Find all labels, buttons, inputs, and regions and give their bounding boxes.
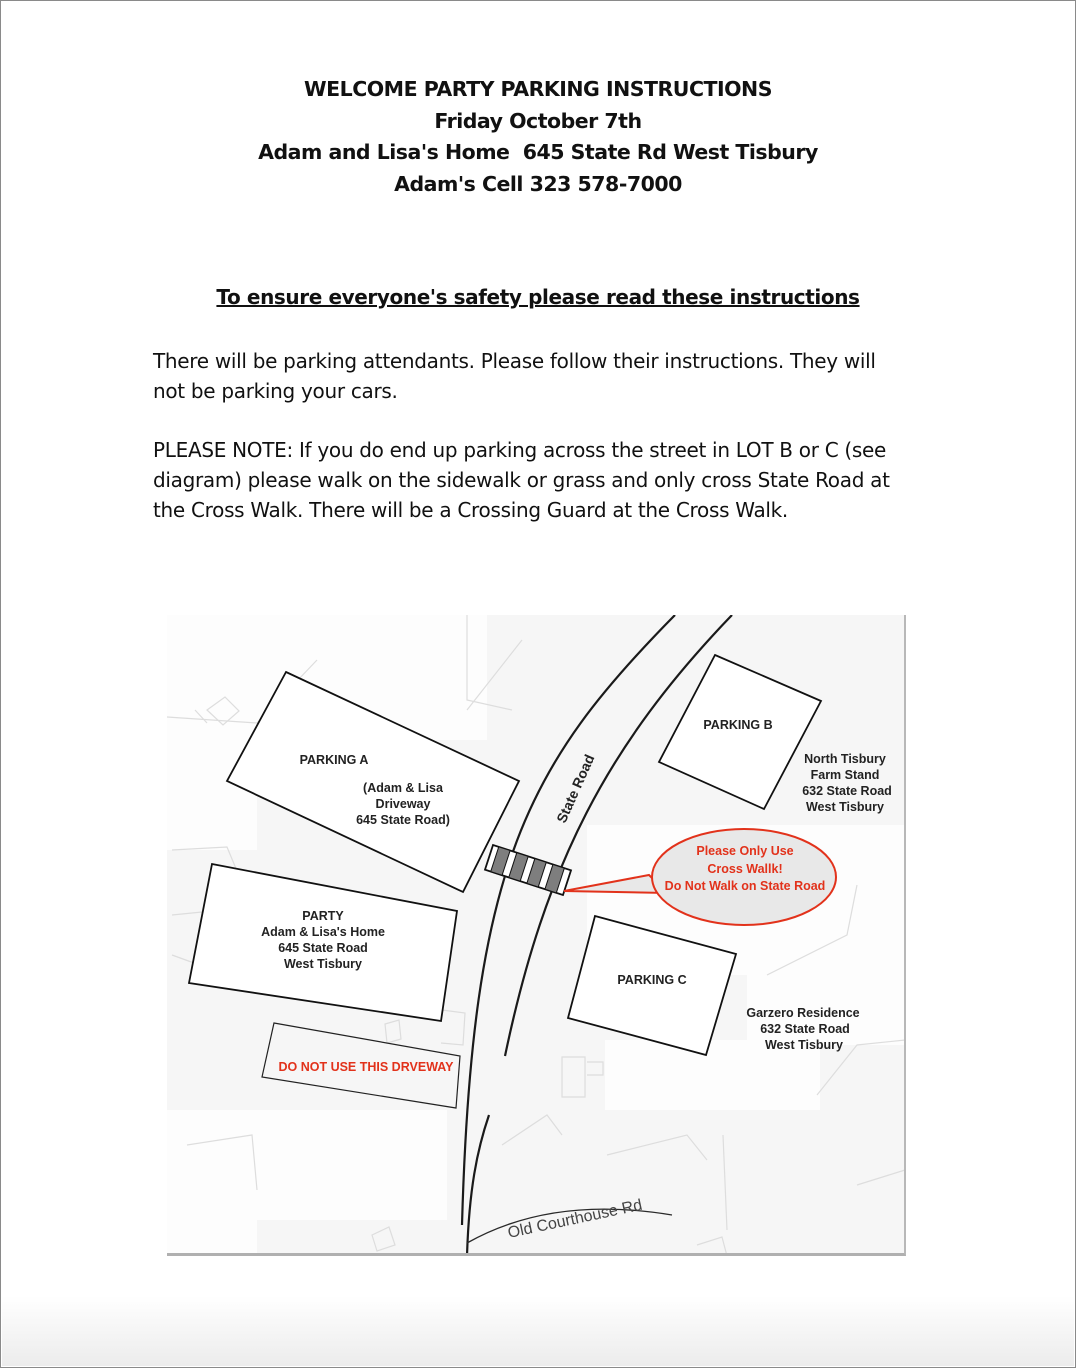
do-not-use-driveway-label: DO NOT USE THIS DRVEWAY — [278, 1060, 454, 1074]
attendants-paragraph: There will be parking attendants. Please follow their instructions. They will not be parking your cars. — [153, 349, 876, 403]
parking-a-desc-line-1: (Adam & Lisa — [363, 781, 443, 795]
callout-line-2: Cross Wallk! — [707, 862, 783, 876]
farm-stand-line-4: West Tisbury — [805, 800, 885, 814]
header-phone: Adam's Cell 323 578-7000 — [394, 172, 682, 197]
page-bottom-shadow — [2, 1296, 1074, 1366]
old-courthouse-road-label: Old Courthouse Rd — [506, 1196, 644, 1242]
please-note-paragraph: PLEASE NOTE: If you do end up parking across the street in LOT B or C (see diagram) please walk on the sidewalk or grass and only cross State Road at the Cross Walk. There will be a Crossing Guard at the Cross Walk. — [153, 438, 890, 522]
garzero-line-3: West Tisbury — [764, 1038, 844, 1052]
header-address: Adam and Lisa's Home 645 State Rd West Tisbury — [258, 140, 818, 165]
farm-stand-line-1: North Tisbury — [804, 752, 886, 766]
header-date: Friday October 7th — [434, 108, 642, 133]
farm-stand-line-3: 632 State Road — [802, 784, 892, 798]
party-label-line-2: Adam & Lisa's Home — [261, 925, 385, 939]
callout-line-3: Do Not Walk on State Road — [664, 879, 826, 893]
map-drawing — [167, 615, 906, 1256]
parking-a-title: PARKING A — [299, 753, 369, 767]
header-title: WELCOME PARTY PARKING INSTRUCTIONS — [304, 77, 772, 101]
parking-b-lot — [659, 655, 821, 809]
parking-a-desc-line-3: 645 State Road) — [356, 813, 450, 827]
parking-diagram-map — [167, 615, 906, 1256]
parking-c-title: PARKING C — [617, 973, 687, 987]
farm-stand-line-2: Farm Stand — [810, 768, 880, 782]
document-header — [0, 74, 1076, 201]
garzero-line-1: Garzero Residence — [746, 1006, 860, 1020]
party-label-line-3: 645 State Road — [278, 941, 368, 955]
parking-a-desc-line-2: Driveway — [375, 797, 431, 811]
garzero-line-2: 632 State Road — [760, 1022, 850, 1036]
state-road-label: State Road — [553, 751, 598, 826]
crosswalk — [485, 845, 571, 895]
parking-b-title: PARKING B — [703, 718, 773, 732]
callout-line-1: Please Only Use — [696, 844, 794, 858]
party-label-line-4: West Tisbury — [283, 957, 363, 971]
party-label-line-1: PARTY — [302, 909, 344, 923]
safety-subheading: To ensure everyone's safety please read these instructions — [216, 285, 860, 309]
